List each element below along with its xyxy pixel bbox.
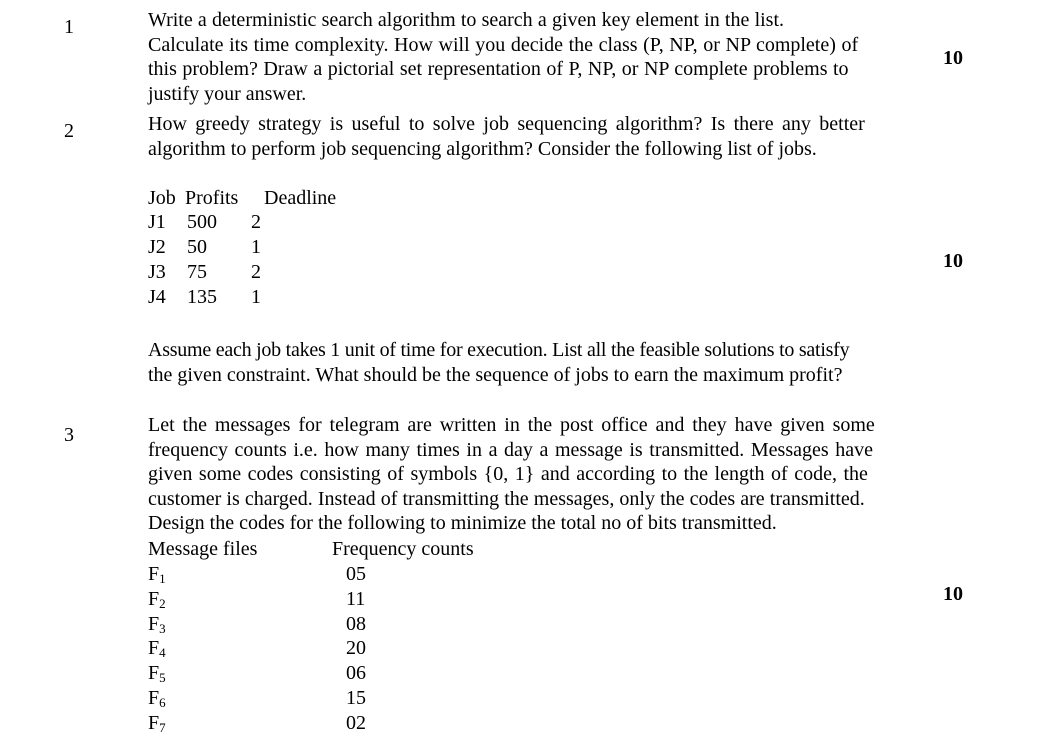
question-3-marks: 10 xyxy=(943,583,963,605)
question-2-outro-line-2: the given constraint. What should be the sequence of jobs to earn the maximum profit? xyxy=(148,363,843,386)
file-subscript: 5 xyxy=(159,670,166,685)
file-letter: F xyxy=(148,662,160,684)
job-cell: J1 xyxy=(148,211,166,233)
question-2-intro xyxy=(148,112,924,161)
file-subscript: 1 xyxy=(159,571,166,586)
question-1-line-1: Write a deterministic search algorithm to search a given key element in the list. xyxy=(148,9,785,31)
question-1-line-2: Calculate its time complexity. How will you decide the class (P, NP, or NP complete) of xyxy=(148,33,859,56)
file-letter: F xyxy=(148,588,160,610)
question-3-line-5: Design the codes for the following to minimize the total no of bits transmitted. xyxy=(148,512,777,535)
job-table-header-profits: Profits xyxy=(185,187,239,209)
file-cell xyxy=(148,711,166,740)
file-letter: F xyxy=(148,687,160,709)
count-cell: 06 xyxy=(346,662,366,684)
file-subscript: 7 xyxy=(159,720,166,735)
question-3-line-3: given some codes consisting of symbols {0, 1} and according to the length of code, the xyxy=(148,463,868,486)
question-2-number: 2 xyxy=(64,120,74,142)
count-cell: 08 xyxy=(346,613,366,635)
file-letter: F xyxy=(148,637,160,659)
question-2-outro xyxy=(148,338,924,387)
count-cell: 20 xyxy=(346,637,366,659)
file-letter: F xyxy=(148,613,160,635)
count-cell: 15 xyxy=(346,687,366,709)
question-1-number: 1 xyxy=(64,16,74,38)
question-1-marks: 10 xyxy=(943,47,963,69)
file-letter: F xyxy=(148,712,160,734)
job-cell: J3 xyxy=(148,261,166,283)
question-3-number: 3 xyxy=(64,424,74,446)
file-subscript: 3 xyxy=(159,621,166,636)
question-3-line-4: customer is charged. Instead of transmitting the messages, only the codes are transmitted. xyxy=(148,487,865,510)
question-1-line-3: this problem? Draw a pictorial set representation of P, NP, or NP complete problems to xyxy=(148,58,849,81)
deadline-cell: 1 xyxy=(251,236,261,258)
job-cell: J4 xyxy=(148,286,166,308)
question-2-intro-line-1: How greedy strategy is useful to solve job sequencing algorithm? Is there any better xyxy=(148,113,865,135)
profit-cell: 500 xyxy=(187,211,217,233)
question-3-line-1: Let the messages for telegram are written in the post office and they have given some xyxy=(148,414,875,436)
count-cell: 05 xyxy=(346,563,366,585)
job-table-header-job: Job xyxy=(148,187,176,209)
file-subscript: 4 xyxy=(159,645,166,660)
job-table-header-deadline: Deadline xyxy=(264,187,337,209)
deadline-cell: 2 xyxy=(251,261,261,283)
job-cell: J2 xyxy=(148,236,166,258)
question-3-text xyxy=(148,413,924,536)
file-subscript: 6 xyxy=(159,695,166,710)
count-cell: 11 xyxy=(346,588,366,610)
profit-cell: 50 xyxy=(187,236,207,258)
question-1-text xyxy=(148,8,924,106)
question-3-line-2: frequency counts i.e. how many times in a day a message is transmitted. Messages have xyxy=(148,438,873,461)
question-2-intro-line-2: algorithm to perform job sequencing algorithm? Consider the following list of jobs. xyxy=(148,137,817,160)
question-2-outro-line-1: Assume each job takes 1 unit of time for execution. List all the feasible solutions to satisfy xyxy=(148,339,850,361)
question-1-line-4: justify your answer. xyxy=(148,82,307,105)
profit-cell: 75 xyxy=(187,261,207,283)
message-table-header-counts: Frequency counts xyxy=(332,538,474,560)
deadline-cell: 2 xyxy=(251,211,261,233)
file-subscript: 2 xyxy=(159,596,166,611)
profit-cell: 135 xyxy=(187,286,217,308)
count-cell: 02 xyxy=(346,712,366,734)
file-letter: F xyxy=(148,563,160,585)
deadline-cell: 1 xyxy=(251,286,261,308)
question-2-marks: 10 xyxy=(943,250,963,272)
message-table-header-files: Message files xyxy=(148,538,258,560)
